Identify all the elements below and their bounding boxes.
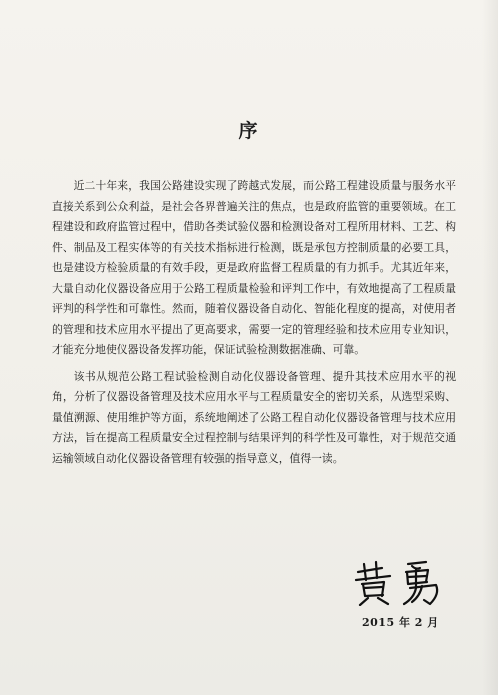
page-edge-shadow (482, 0, 498, 695)
preface-body (52, 176, 456, 469)
handwritten-signature (350, 558, 458, 606)
preface-paragraph-1: 近二十年来，我国公路建设实现了跨越式发展，而公路工程建设质量与服务水平直接关系到公众利益，是社会各界普遍关注的焦点，也是政府监管的重要领域。在工程建设和政府监管过程中，借助各类试验仪器和检测设备对工程所用材料、工艺、构件、制品及工程实体等的有关技术指标进行检测，既是承包方控制质量的必要工具，也是建设方检验质量的有效手段，更是政府监督工程质量的有力抓手。尤其近年来，大量自动化仪器设备应用于公路工程质量检验和评判工作中，有效地提高了工程质量评判的科学性和可靠性。然而，随着仪器设备自动化、智能化程度的提高，对使用者的管理和技术应用水平提出了更高要求，需要一定的管理经验和技术应用专业知识，才能充分地使仪器设备发挥功能，保证试验检测数据准确、可靠。 (52, 179, 456, 356)
preface-title: 序 (238, 120, 260, 142)
date: 2015 年 2 月 (362, 616, 439, 629)
preface-paragraph-2: 该书从规范公路工程试验检测自动化仪器设备管理、提升其技术应用水平的视角，分析了仪器设备管理及技术应用水平与工程质量安全的密切关系，从选型采购、量值溯源、使用维护等方面，系统地阐述了公路工程自动化仪器设备管理与技术应用方法，旨在提高工程质量安全过程控制与结果评判的科学性及可靠性，对于规范交通运输领域自动化仪器设备管理有较强的指导意义，值得一读。 (52, 369, 456, 465)
